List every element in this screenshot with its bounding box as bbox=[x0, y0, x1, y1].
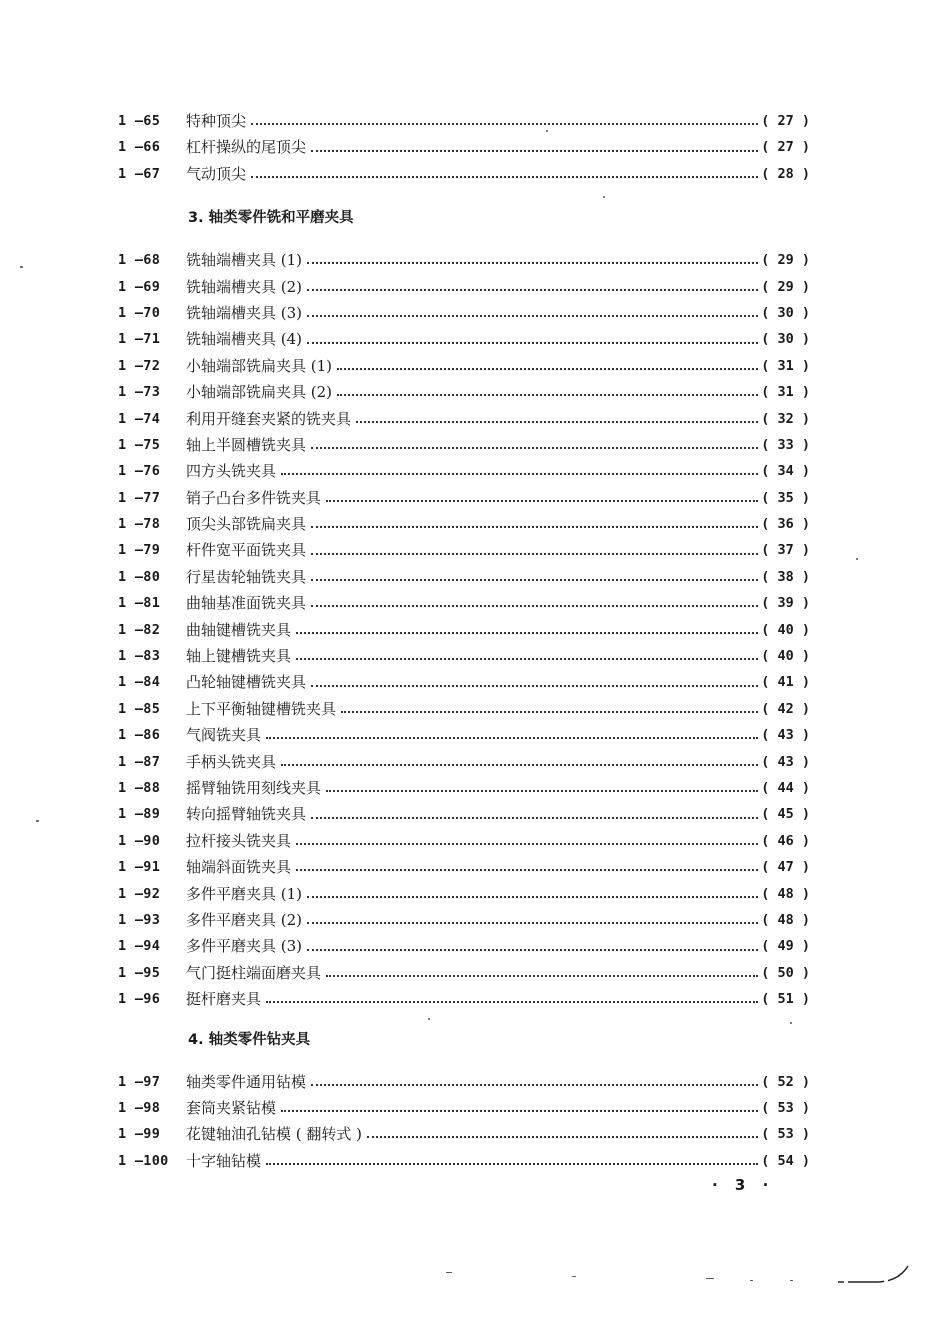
toc-entry bbox=[118, 379, 810, 405]
entry-title: 轴端斜面铣夹具 bbox=[186, 858, 292, 877]
toc-entry bbox=[118, 617, 810, 643]
entry-page: ( 42 ) bbox=[761, 700, 810, 717]
dot-leader bbox=[356, 421, 758, 423]
scan-speck bbox=[428, 1018, 430, 1020]
entry-page: ( 41 ) bbox=[761, 674, 810, 691]
dot-leader bbox=[311, 685, 758, 687]
entry-page: ( 48 ) bbox=[761, 911, 810, 928]
entry-title: 轴上键槽铣夹具 bbox=[186, 647, 292, 666]
entry-title: 多件平磨夹具 (1) bbox=[186, 884, 303, 903]
dot-leader bbox=[307, 289, 758, 291]
scan-speck bbox=[856, 558, 858, 560]
entry-page: ( 54 ) bbox=[761, 1152, 810, 1169]
entry-page: ( 50 ) bbox=[761, 964, 810, 981]
toc-entry bbox=[118, 537, 810, 563]
dot-leader bbox=[326, 975, 758, 977]
toc-entry bbox=[118, 300, 810, 326]
entry-page: ( 51 ) bbox=[761, 991, 810, 1008]
entry-title: 行星齿轮轴铣夹具 bbox=[186, 567, 307, 586]
entry-title: 销子凸台多件铣夹具 bbox=[186, 488, 322, 507]
dot-leader bbox=[311, 447, 758, 449]
toc-entry bbox=[118, 1069, 810, 1095]
toc-entry bbox=[118, 134, 810, 160]
entry-number: 1 —79 bbox=[118, 542, 161, 559]
dot-leader bbox=[341, 711, 758, 713]
toc-entry bbox=[118, 669, 810, 695]
entry-title: 套筒夹紧钻模 bbox=[186, 1098, 277, 1117]
toc-entry bbox=[118, 801, 810, 827]
toc-entry bbox=[118, 696, 810, 722]
entry-number: 1 —69 bbox=[118, 278, 161, 295]
toc-entry bbox=[118, 722, 810, 748]
toc-entry bbox=[118, 161, 810, 187]
dot-leader bbox=[281, 764, 758, 766]
scan-speck bbox=[706, 1278, 714, 1279]
toc-entry bbox=[118, 108, 810, 134]
toc-entry bbox=[118, 775, 810, 801]
entry-title: 花键轴油孔钻模 ( 翻转式 ) bbox=[186, 1125, 363, 1144]
entry-page: ( 32 ) bbox=[761, 410, 810, 427]
entry-page: ( 44 ) bbox=[761, 779, 810, 796]
scan-speck bbox=[20, 266, 23, 268]
entry-page: ( 43 ) bbox=[761, 727, 810, 744]
entry-title: 十字轴钻模 bbox=[186, 1151, 262, 1170]
entry-page: ( 39 ) bbox=[761, 595, 810, 612]
entry-number: 1 —73 bbox=[118, 384, 161, 401]
entry-number: 1 —75 bbox=[118, 436, 161, 453]
toc-entry bbox=[118, 933, 810, 959]
entry-number: 1 —98 bbox=[118, 1099, 161, 1116]
entry-page: ( 48 ) bbox=[761, 885, 810, 902]
dot-leader bbox=[281, 1110, 758, 1112]
entry-title: 气门挺柱端面磨夹具 bbox=[186, 963, 322, 982]
entry-page: ( 45 ) bbox=[761, 806, 810, 823]
dot-leader bbox=[311, 150, 758, 152]
dot-leader bbox=[307, 262, 758, 264]
entry-title: 顶尖头部铣扁夹具 bbox=[186, 515, 307, 534]
toc-entry bbox=[118, 274, 810, 300]
entry-number: 1 —89 bbox=[118, 806, 161, 823]
dot-leader bbox=[307, 896, 758, 898]
entry-page: ( 29 ) bbox=[761, 278, 810, 295]
entry-title: 小轴端部铣扁夹具 (2) bbox=[186, 383, 333, 402]
entry-number: 1 —93 bbox=[118, 911, 161, 928]
toc-entry bbox=[118, 485, 810, 511]
toc-entry bbox=[118, 590, 810, 616]
section-heading: 4. 轴类零件钻夹具 bbox=[188, 1031, 311, 1048]
entry-title: 铣轴端槽夹具 (4) bbox=[186, 330, 303, 349]
entry-title: 转向摇臂轴铣夹具 bbox=[186, 805, 307, 824]
toc-entry bbox=[118, 1095, 810, 1121]
entry-page: ( 28 ) bbox=[761, 165, 810, 182]
entry-title: 杆件宽平面铣夹具 bbox=[186, 541, 307, 560]
entry-number: 1 —71 bbox=[118, 331, 161, 348]
entry-page: ( 53 ) bbox=[761, 1099, 810, 1116]
entry-title: 多件平磨夹具 (3) bbox=[186, 937, 303, 956]
entry-title: 四方头铣夹具 bbox=[186, 462, 277, 481]
toc-entry bbox=[118, 643, 810, 669]
entry-title: 杠杆操纵的尾顶尖 bbox=[186, 138, 307, 157]
entry-number: 1 —92 bbox=[118, 885, 161, 902]
entry-title: 挺杆磨夹具 bbox=[186, 990, 262, 1009]
dot-leader bbox=[311, 579, 758, 581]
entry-title: 铣轴端槽夹具 (2) bbox=[186, 277, 303, 296]
entry-number: 1 —85 bbox=[118, 700, 161, 717]
entry-title: 摇臂轴铣用刻线夹具 bbox=[186, 778, 322, 797]
toc-entry bbox=[118, 458, 810, 484]
page-number: · 3 · bbox=[712, 1176, 775, 1194]
entry-number: 1 —66 bbox=[118, 139, 161, 156]
scan-speck bbox=[36, 820, 39, 822]
entry-number: 1 —72 bbox=[118, 357, 161, 374]
entry-page: ( 34 ) bbox=[761, 463, 810, 480]
toc-entry bbox=[118, 432, 810, 458]
entry-number: 1 —86 bbox=[118, 727, 161, 744]
dot-leader bbox=[296, 843, 758, 845]
dot-leader bbox=[337, 394, 758, 396]
entry-page: ( 53 ) bbox=[761, 1126, 810, 1143]
dot-leader bbox=[307, 922, 758, 924]
dot-leader bbox=[326, 500, 758, 502]
toc-entry bbox=[118, 854, 810, 880]
entry-title: 轴上半圆槽铣夹具 bbox=[186, 435, 307, 454]
entry-page: ( 30 ) bbox=[761, 331, 810, 348]
entry-page: ( 35 ) bbox=[761, 489, 810, 506]
toc-entry bbox=[118, 564, 810, 590]
scan-speck bbox=[603, 196, 605, 198]
entry-title: 曲轴基准面铣夹具 bbox=[186, 594, 307, 613]
entry-page: ( 29 ) bbox=[761, 252, 810, 269]
scan-speck bbox=[546, 130, 548, 132]
dot-leader bbox=[367, 1136, 758, 1138]
scan-speck bbox=[790, 1280, 793, 1281]
entry-number: 1 —84 bbox=[118, 674, 161, 691]
entry-number: 1 —70 bbox=[118, 304, 161, 321]
entry-title: 气动顶尖 bbox=[186, 164, 247, 183]
entry-page: ( 47 ) bbox=[761, 859, 810, 876]
dot-leader bbox=[311, 553, 758, 555]
dot-leader bbox=[311, 817, 758, 819]
entry-number: 1 —91 bbox=[118, 859, 161, 876]
entry-title: 拉杆接头铣夹具 bbox=[186, 831, 292, 850]
entry-page: ( 43 ) bbox=[761, 753, 810, 770]
entry-number: 1 —65 bbox=[118, 113, 161, 129]
entry-number: 1 —67 bbox=[118, 165, 161, 182]
toc-entry bbox=[118, 326, 810, 352]
entry-number: 1 —97 bbox=[118, 1073, 161, 1090]
entry-number: 1 —90 bbox=[118, 832, 161, 849]
toc-entry bbox=[118, 511, 810, 537]
toc-entry bbox=[118, 353, 810, 379]
entry-title: 小轴端部铣扁夹具 (1) bbox=[186, 356, 333, 375]
entry-page: ( 36 ) bbox=[761, 516, 810, 533]
entry-title: 上下平衡轴键槽铣夹具 bbox=[186, 699, 337, 718]
entry-page: ( 31 ) bbox=[761, 384, 810, 401]
entry-page: ( 27 ) bbox=[761, 139, 810, 156]
entry-page: ( 33 ) bbox=[761, 436, 810, 453]
entry-title: 手柄头铣夹具 bbox=[186, 752, 277, 771]
entry-number: 1 —77 bbox=[118, 489, 161, 506]
entry-page: ( 52 ) bbox=[761, 1073, 810, 1090]
entry-number: 1 —74 bbox=[118, 410, 161, 427]
entry-title: 特种顶尖 bbox=[186, 112, 247, 130]
entry-page: ( 30 ) bbox=[761, 304, 810, 321]
entry-number: 1 —82 bbox=[118, 621, 161, 638]
toc-entry bbox=[118, 881, 810, 907]
dot-leader bbox=[307, 342, 758, 344]
entry-title: 铣轴端槽夹具 (3) bbox=[186, 303, 303, 322]
entry-number: 1 —95 bbox=[118, 964, 161, 981]
entry-title: 多件平磨夹具 (2) bbox=[186, 910, 303, 929]
section-heading: 3. 轴类零件铣和平磨夹具 bbox=[188, 210, 354, 227]
entry-number: 1 —94 bbox=[118, 938, 161, 955]
toc-entry bbox=[118, 1121, 810, 1147]
dot-leader bbox=[296, 632, 758, 634]
dot-leader bbox=[296, 658, 758, 660]
dot-leader bbox=[266, 1001, 758, 1003]
dot-leader bbox=[311, 1084, 758, 1086]
dot-leader bbox=[311, 605, 758, 607]
dot-leader bbox=[326, 790, 758, 792]
entry-page: ( 38 ) bbox=[761, 568, 810, 585]
entry-number: 1 —83 bbox=[118, 648, 161, 665]
dot-leader bbox=[307, 949, 758, 951]
entry-number: 1 —100 bbox=[118, 1152, 169, 1169]
entry-title: 曲轴键槽铣夹具 bbox=[186, 620, 292, 639]
entry-title: 凸轮轴键槽铣夹具 bbox=[186, 673, 307, 692]
entry-title: 铣轴端槽夹具 (1) bbox=[186, 251, 303, 270]
scan-speck bbox=[446, 1272, 452, 1273]
dot-leader bbox=[266, 737, 758, 739]
entry-page: ( 31 ) bbox=[761, 357, 810, 374]
toc-entry bbox=[118, 907, 810, 933]
entry-number: 1 —81 bbox=[118, 595, 161, 612]
dot-leader bbox=[337, 368, 758, 370]
toc-entry bbox=[118, 749, 810, 775]
scan-speck bbox=[572, 1276, 576, 1277]
dot-leader bbox=[296, 869, 758, 871]
toc-entry bbox=[118, 828, 810, 854]
entry-number: 1 —96 bbox=[118, 991, 161, 1008]
entry-number: 1 —80 bbox=[118, 568, 161, 585]
entry-number: 1 —68 bbox=[118, 252, 161, 269]
entry-page: ( 40 ) bbox=[761, 648, 810, 665]
entry-page: ( 49 ) bbox=[761, 938, 810, 955]
entry-number: 1 —78 bbox=[118, 516, 161, 533]
scan-speck bbox=[750, 1280, 753, 1281]
dot-leader bbox=[266, 1163, 758, 1165]
entry-title: 轴类零件通用钻模 bbox=[186, 1072, 307, 1091]
dot-leader bbox=[307, 315, 758, 317]
toc-entry bbox=[118, 406, 810, 432]
dot-leader bbox=[251, 123, 758, 125]
entry-page: ( 27 ) bbox=[761, 113, 810, 129]
entry-title: 气阀铣夹具 bbox=[186, 726, 262, 745]
entry-number: 1 —87 bbox=[118, 753, 161, 770]
entry-title: 利用开缝套夹紧的铣夹具 bbox=[186, 409, 352, 428]
entry-page: ( 46 ) bbox=[761, 832, 810, 849]
toc-entry bbox=[118, 247, 810, 273]
toc-entry bbox=[118, 960, 810, 986]
entry-page: ( 40 ) bbox=[761, 621, 810, 638]
table-of-contents bbox=[118, 108, 810, 1174]
toc-entry bbox=[118, 1148, 810, 1174]
scan-speck bbox=[790, 1022, 792, 1024]
dot-leader bbox=[251, 176, 758, 178]
dot-leader bbox=[311, 526, 758, 528]
entry-page: ( 37 ) bbox=[761, 542, 810, 559]
entry-number: 1 —76 bbox=[118, 463, 161, 480]
page-edge-curve bbox=[836, 1260, 916, 1290]
entry-number: 1 —99 bbox=[118, 1126, 161, 1143]
dot-leader bbox=[281, 473, 758, 475]
entry-number: 1 —88 bbox=[118, 779, 161, 796]
toc-entry bbox=[118, 986, 810, 1012]
